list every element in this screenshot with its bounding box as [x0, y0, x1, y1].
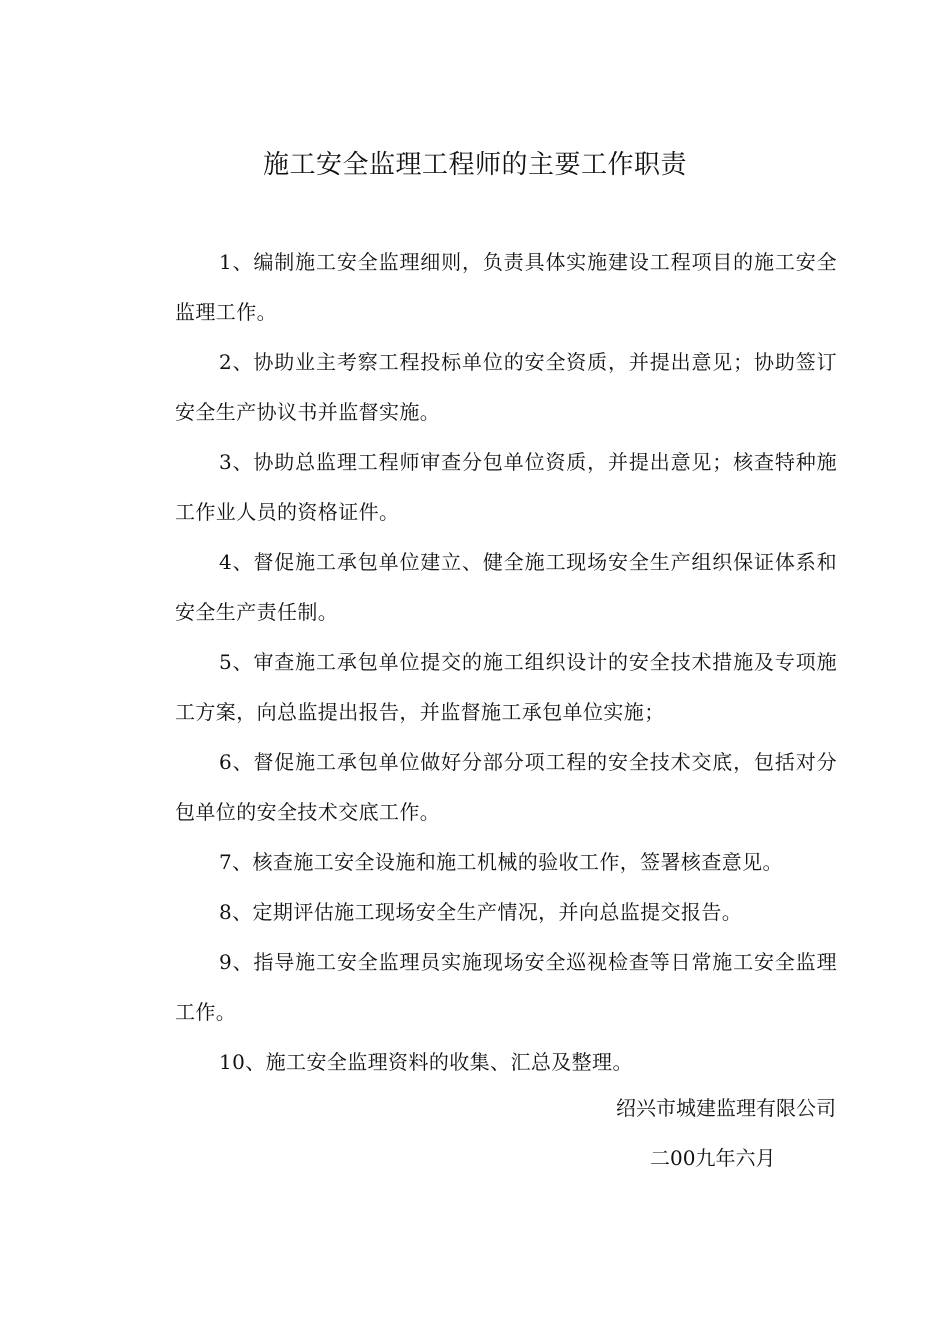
- duty-item-2: 2、协助业主考察工程投标单位的安全资质，并提出意见；协助签订安全生产协议书并监督实施。: [175, 350, 837, 424]
- duty-item-4: 4、督促施工承包单位建立、健全施工现场安全生产组织保证体系和安全生产责任制。: [175, 550, 837, 624]
- duty-item-7: 7、核查施工安全设施和施工机械的验收工作，签署核查意见。: [219, 850, 783, 874]
- signature-company: 绍兴市城建监理有限公司: [616, 1096, 836, 1120]
- duty-item-9: 9、指导施工安全监理员实施现场安全巡视检查等日常施工安全监理工作。: [175, 950, 837, 1024]
- duty-item-3: 3、协助总监理工程师审查分包单位资质，并提出意见；核查特种施工作业人员的资格证件。: [175, 450, 837, 524]
- duties-list: [175, 237, 837, 1087]
- document-title: 施工安全监理工程师的主要工作职责: [262, 150, 687, 180]
- duty-item-6: 6、督促施工承包单位做好分部分项工程的安全技术交底，包括对分包单位的安全技术交底工作。: [175, 750, 837, 824]
- duty-item-5: 5、审查施工承包单位提交的施工组织设计的安全技术措施及专项施工方案，向总监提出报告，并监督施工承包单位实施；: [175, 650, 837, 724]
- duty-item-8: 8、定期评估施工现场安全生产情况，并向总监提交报告。: [219, 900, 743, 924]
- duty-item-10: 10、施工安全监理资料的收集、汇总及整理。: [219, 1050, 633, 1074]
- duty-item-1: 1、编制施工安全监理细则，负责具体实施建设工程项目的施工安全监理工作。: [175, 250, 837, 324]
- signature-date: 二00九年六月: [650, 1146, 776, 1170]
